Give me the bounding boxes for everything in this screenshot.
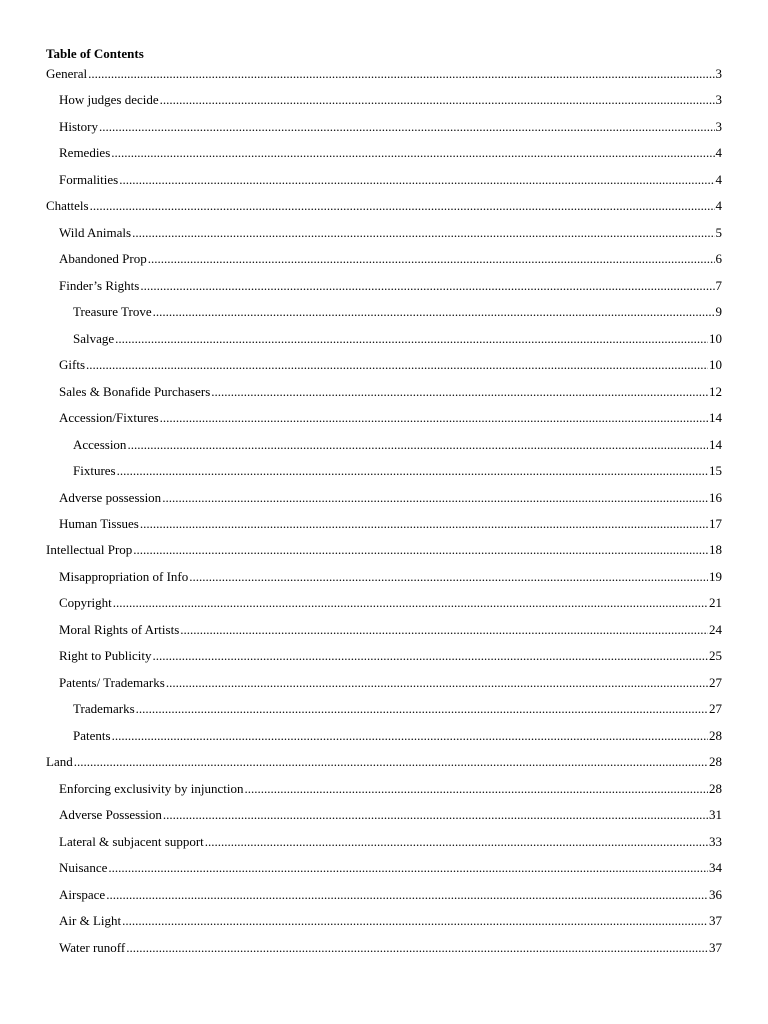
toc-entry[interactable]	[59, 145, 722, 161]
toc-entry[interactable]	[59, 781, 722, 797]
toc-entry-label: Remedies	[59, 145, 111, 160]
toc-dot-leader	[122, 913, 708, 929]
toc-entry-label: Nuisance	[59, 860, 108, 875]
toc-entry-page-number: 34	[709, 860, 722, 875]
toc-entry-page-number: 4	[715, 145, 722, 160]
toc-entry-label: How judges decide	[59, 92, 159, 107]
toc-entry[interactable]	[73, 728, 722, 744]
toc-dot-leader	[153, 304, 715, 320]
toc-entry[interactable]	[59, 595, 722, 611]
toc-entry-label: Air & Light	[59, 913, 122, 928]
toc-entry-label: Accession/Fixtures	[59, 410, 159, 425]
toc-dot-leader	[189, 569, 708, 585]
toc-entry-page-number: 37	[709, 913, 722, 928]
toc-entry[interactable]	[59, 648, 722, 664]
toc-entry-page-number: 7	[715, 278, 722, 293]
toc-entry[interactable]	[59, 251, 722, 267]
toc-entry[interactable]	[59, 675, 722, 691]
toc-dot-leader	[160, 92, 715, 108]
toc-entry-label: Patents	[73, 728, 111, 743]
toc-dot-leader	[111, 145, 714, 161]
toc-entry-page-number: 4	[715, 198, 722, 213]
toc-dot-leader	[112, 728, 708, 744]
toc-entry[interactable]	[59, 834, 722, 850]
toc-entry-label: Chattels	[46, 198, 89, 213]
toc-entry[interactable]	[73, 331, 722, 347]
toc-entry-label: Abandoned Prop	[59, 251, 147, 266]
toc-entry[interactable]	[46, 542, 722, 558]
toc-dot-leader	[115, 331, 708, 347]
toc-dot-leader	[211, 384, 708, 400]
toc-entry-label: Airspace	[59, 887, 106, 902]
toc-entry-page-number: 14	[709, 410, 722, 425]
toc-dot-leader	[136, 701, 708, 717]
toc-entry-page-number: 28	[709, 728, 722, 743]
toc-dot-leader	[205, 834, 708, 850]
toc-entry-label: History	[59, 119, 98, 134]
toc-entry-page-number: 25	[709, 648, 722, 663]
toc-entry-label: Land	[46, 754, 73, 769]
toc-entry-page-number: 5	[715, 225, 722, 240]
toc-dot-leader	[133, 542, 708, 558]
toc-entry-page-number: 27	[709, 675, 722, 690]
toc-entry[interactable]	[59, 92, 722, 108]
toc-entry-page-number: 16	[709, 490, 722, 505]
toc-entry-page-number: 21	[709, 595, 722, 610]
toc-entry[interactable]	[46, 66, 722, 82]
toc-entry-label: Gifts	[59, 357, 85, 372]
toc-entry-page-number: 37	[709, 940, 722, 955]
toc-dot-leader	[163, 807, 708, 823]
toc-dot-leader	[106, 887, 708, 903]
toc-entry[interactable]	[59, 807, 722, 823]
toc-entry-label: Trademarks	[73, 701, 135, 716]
toc-entry-label: General	[46, 66, 88, 81]
toc-entry-page-number: 19	[709, 569, 722, 584]
toc-entry-label: Moral Rights of Artists	[59, 622, 180, 637]
toc-entry-label: Accession	[73, 437, 127, 452]
toc-entry[interactable]	[59, 940, 722, 956]
toc-entry-page-number: 17	[709, 516, 722, 531]
toc-entry[interactable]	[59, 490, 722, 506]
toc-entry-page-number: 36	[709, 887, 722, 902]
toc-entry-page-number: 10	[709, 331, 722, 346]
toc-entry[interactable]	[59, 384, 722, 400]
toc-title: Table of Contents	[46, 46, 144, 61]
toc-entry-page-number: 3	[715, 119, 722, 134]
toc-entry-label: Salvage	[73, 331, 115, 346]
toc-entry-page-number: 28	[709, 781, 722, 796]
toc-entry-label: Fixtures	[73, 463, 116, 478]
toc-entry[interactable]	[59, 119, 722, 135]
toc-entry-label: Finder’s Rights	[59, 278, 140, 293]
toc-entry-label: Copyright	[59, 595, 112, 610]
toc-entry-page-number: 18	[709, 542, 722, 557]
toc-dot-leader	[126, 940, 708, 956]
toc-dot-leader	[140, 278, 714, 294]
toc-entry[interactable]	[73, 437, 722, 453]
toc-entry[interactable]	[73, 304, 722, 320]
toc-entry[interactable]	[59, 278, 722, 294]
toc-entry-label: Lateral & subjacent support	[59, 834, 204, 849]
toc-dot-leader	[132, 225, 714, 241]
toc-entry-page-number: 14	[709, 437, 722, 452]
toc-entry[interactable]	[59, 225, 722, 241]
toc-entry[interactable]	[59, 887, 722, 903]
toc-entry-page-number: 3	[715, 92, 722, 107]
toc-entry[interactable]	[59, 913, 722, 929]
toc-entry-page-number: 4	[715, 172, 722, 187]
toc-dot-leader	[127, 437, 708, 453]
toc-dot-leader	[99, 119, 715, 135]
toc-entry-page-number: 12	[709, 384, 722, 399]
toc-dot-leader	[108, 860, 708, 876]
toc-entry[interactable]	[59, 569, 722, 585]
toc-dot-leader	[152, 648, 708, 664]
toc-entry-label: Water runoff	[59, 940, 126, 955]
toc-dot-leader	[166, 675, 708, 691]
toc-entry[interactable]	[59, 622, 722, 638]
toc-dot-leader	[160, 410, 708, 426]
toc-entry-label: Right to Publicity	[59, 648, 152, 663]
toc-entry[interactable]	[59, 860, 722, 876]
toc-dot-leader	[162, 490, 708, 506]
toc-entry-page-number: 9	[715, 304, 722, 319]
toc-dot-leader	[140, 516, 708, 532]
toc-dot-leader	[245, 781, 709, 797]
toc-entry-label: Sales & Bonafide Purchasers	[59, 384, 211, 399]
toc-dot-leader	[148, 251, 715, 267]
toc-dot-leader	[119, 172, 714, 188]
toc-entry-label: Intellectual Prop	[46, 542, 133, 557]
toc-dot-leader	[88, 66, 714, 82]
toc-entry-label: Human Tissues	[59, 516, 139, 531]
toc-entry-page-number: 28	[709, 754, 722, 769]
toc-entry-label: Treasure Trove	[73, 304, 152, 319]
toc-entry[interactable]	[46, 198, 722, 214]
toc-entry-label: Adverse Possession	[59, 807, 162, 822]
toc-entry-label: Adverse possession	[59, 490, 162, 505]
toc-entry-page-number: 15	[709, 463, 722, 478]
toc-entry-label: Misappropriation of Info	[59, 569, 189, 584]
toc-entry[interactable]	[46, 754, 722, 770]
toc-dot-leader	[86, 357, 708, 373]
toc-dot-leader	[180, 622, 708, 638]
toc-entry[interactable]	[59, 410, 722, 426]
toc-entry-page-number: 31	[709, 807, 722, 822]
toc-entry-label: Formalities	[59, 172, 119, 187]
toc-entry[interactable]	[73, 463, 722, 479]
toc-entry-page-number: 27	[709, 701, 722, 716]
toc-entry-page-number: 24	[709, 622, 722, 637]
toc-entry-page-number: 6	[715, 251, 722, 266]
toc-dot-leader	[74, 754, 708, 770]
toc-dot-leader	[113, 595, 708, 611]
toc-dot-leader	[117, 463, 708, 479]
toc-entry-page-number: 3	[715, 66, 722, 81]
toc-entry-label: Wild Animals	[59, 225, 132, 240]
toc-entry[interactable]	[59, 516, 722, 532]
toc-entry-label: Enforcing exclusivity by injunction	[59, 781, 244, 796]
toc-entry-label: Patents/ Trademarks	[59, 675, 165, 690]
toc-dot-leader	[90, 198, 715, 214]
toc-entry-page-number: 10	[709, 357, 722, 372]
toc-entry[interactable]	[59, 357, 722, 373]
toc-entry[interactable]	[73, 701, 722, 717]
toc-entry-page-number: 33	[709, 834, 722, 849]
toc-entry[interactable]	[59, 172, 722, 188]
